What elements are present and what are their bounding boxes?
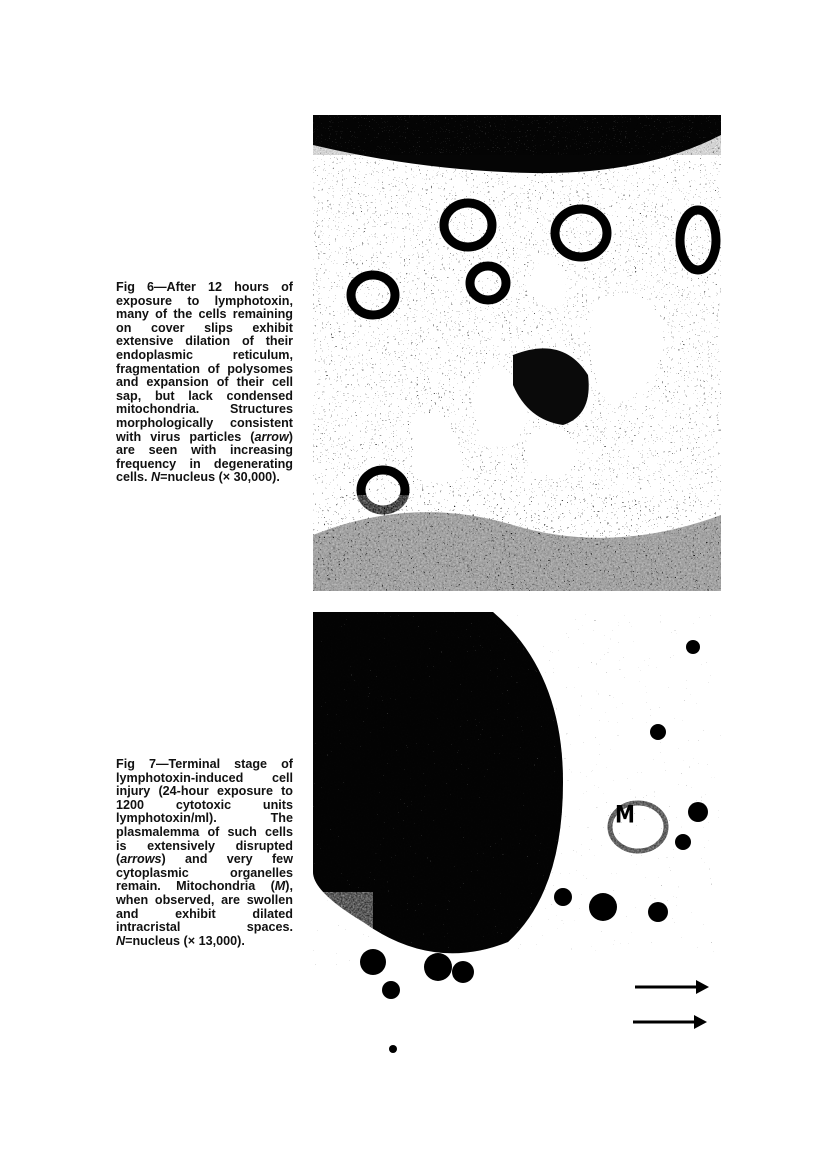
caption-segment: ), when observed, are swollen and exhibit dilated intracristal spaces. [116,879,293,935]
fig7-micrograph-image [313,612,721,1082]
fig6-micrograph-image [313,115,721,591]
caption-segment: arrow [254,429,289,444]
fig7-caption: Fig 7—Terminal stage of lymphotoxin-induced cell injury (24-hour exposure to 1200 cytotoxic units lymphotoxin/ml). The plasmalemma of such cells is extensively disrupted (arrows) and very few cytoplasmic organelles remain. Mitochondria (M), when observed, are swollen and exhibit dilated intracristal spaces. N=nucleus (× 13,000). [116,757,293,948]
caption-segment: ) are seen with increasing frequency in degenerating cells. [116,429,293,485]
fig6-caption: Fig 6—After 12 hours of exposure to lymphotoxin, many of the cells remaining on cover slips exhibit extensive dilation of their endoplasmic reticulum, fragmentation of polysomes and expansion of their cell sap, but lack condensed mitochondria. Structures morphologically consistent with virus particles (arrow) are seen with increasing frequency in degenerating cells. N=nucleus (× 30,000). [116,280,293,485]
caption-segment: N [116,933,126,948]
fig7-micrograph [313,612,721,1082]
fig7-label: Fig 7 [116,757,156,771]
caption-segment: ) and very few cytoplasmic organelles remain. Mitochondria ( [116,852,293,894]
caption-segment: Terminal stage of lymphotoxin-induced cell injury (24-hour exposure to 1200 cytotoxic units lymphotoxin/ml). The plasmalemma of such cells is extensively disrupted ( [116,757,293,867]
caption-segment: =nucleus (× 30,000). [160,470,280,485]
fig6-caption-text [116,280,293,484]
fig7-mitochondria-label: M [615,799,635,829]
fig6-micrograph [313,115,721,591]
caption-segment: arrows [120,852,162,867]
fig6-label: Fig 6 [116,280,154,294]
caption-segment: After 12 hours of exposure to lymphotoxin, many of the cells remaining on cover slips exhibit extensive dilation of their endoplasmic reticulum, fragmentation of polysomes and expansion of their cell sap, but lack condensed mitochondria. Structures morphologically consistent with virus particles ( [116,280,293,444]
caption-segment: =nucleus (× 13,000). [125,933,245,948]
caption-segment: M [274,879,286,894]
fig7-caption-text [116,757,293,948]
caption-segment: N [151,470,161,485]
